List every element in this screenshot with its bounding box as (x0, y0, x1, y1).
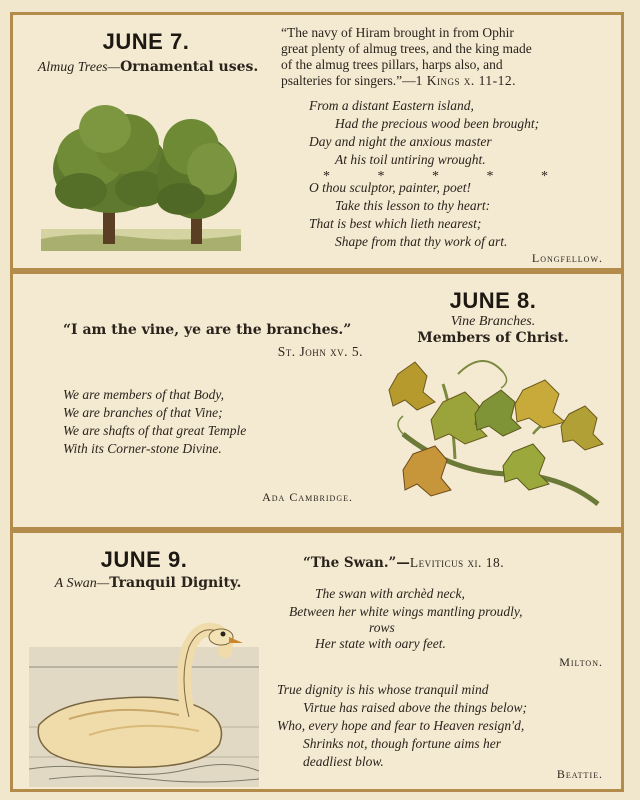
scripture-reference: Leviticus xi. 18. (409, 555, 505, 570)
stanza-separator: * * * * * (323, 169, 570, 184)
entry-date: JUNE 9. (100, 547, 188, 572)
scripture-reference: St. John xv. 5. (277, 344, 363, 359)
vine-branches-illustration (383, 354, 608, 524)
subtitle-part: Ornamental uses. (120, 59, 259, 75)
verse-stanza-2 (277, 681, 619, 771)
author-name: Longfellow. (531, 251, 603, 265)
verse-line: We are shafts of that great Temple (63, 423, 247, 438)
scripture-quote: “I am the vine, ye are the branches.” (63, 322, 352, 338)
author-name: Milton. (559, 655, 603, 669)
verse-line: Her state with oary feet. (315, 636, 446, 651)
verse-line: Day and night the anxious master (309, 134, 492, 149)
verse-line: From a distant Eastern island, (309, 98, 474, 113)
verse-line: Shrinks not, though fortune aims her (303, 736, 501, 751)
author-name: Beattie. (556, 767, 603, 781)
scripture-reference: 1 Kings x. 11-12. (415, 73, 516, 88)
swan-illustration (29, 607, 259, 787)
verse-line: That is best which lieth nearest; (309, 216, 482, 231)
entry-june-8 (10, 271, 624, 530)
quote-line: great plenty of almug trees, and the king made (281, 41, 532, 56)
verse-line: Who, every hope and fear to Heaven resign'd, (277, 718, 525, 733)
scripture-quote (303, 555, 623, 571)
entry-june-9 (10, 530, 624, 792)
verse-line: Had the precious wood been brought; (335, 116, 540, 131)
verse-stanza-1 (309, 97, 619, 169)
verse-line: We are branches of that Vine; (63, 405, 223, 420)
verse-line: rows (369, 620, 395, 635)
entry-subtitle (23, 59, 273, 76)
verse-line: True dignity is his whose tranquil mind (277, 682, 489, 697)
subtitle-part: A Swan— (54, 576, 110, 591)
entry-subtitle: Members of Christ. (417, 330, 569, 346)
verse-line: At his toil untiring wrought. (335, 152, 486, 167)
verse-line: Between her white wings mantling proudly, (289, 604, 523, 619)
verse-line: We are members of that Body, (63, 387, 224, 402)
verse-stanza-1 (63, 386, 363, 458)
verse-line: Virtue has raised above the things below; (303, 700, 527, 715)
verse-line: The swan with archèd neck, (315, 586, 465, 601)
quote-line: “The navy of Hiram brought in from Ophir (281, 25, 514, 40)
entry-june-7 (10, 12, 624, 271)
author-name: Ada Cambridge. (262, 490, 353, 504)
verse-line: O thou sculptor, painter, poet! (309, 180, 471, 195)
subtitle-part: Tranquil Dignity. (109, 575, 242, 591)
subtitle-part: Almug Trees— (37, 60, 121, 75)
quote-line: “The Swan.”— (303, 555, 410, 571)
entry-date: JUNE 8. (449, 288, 537, 313)
verse-stanza-2 (309, 179, 619, 251)
almug-trees-illustration (41, 99, 241, 259)
quote-line: of the almug trees pillars, harps also, and (281, 57, 503, 72)
verse-line: With its Corner-stone Divine. (63, 441, 222, 456)
entry-subtitle (23, 575, 273, 592)
entry-date: JUNE 7. (102, 29, 190, 54)
verse-line: Shape from that thy work of art. (335, 234, 508, 249)
verse-stanza-1 (289, 585, 619, 653)
entry-subtitle: Vine Branches. (450, 314, 536, 329)
scripture-quote (281, 25, 617, 89)
quote-line: psalteries for singers.”— (281, 73, 416, 88)
verse-line: deadliest blow. (303, 754, 384, 769)
verse-line: Take this lesson to thy heart: (335, 198, 491, 213)
